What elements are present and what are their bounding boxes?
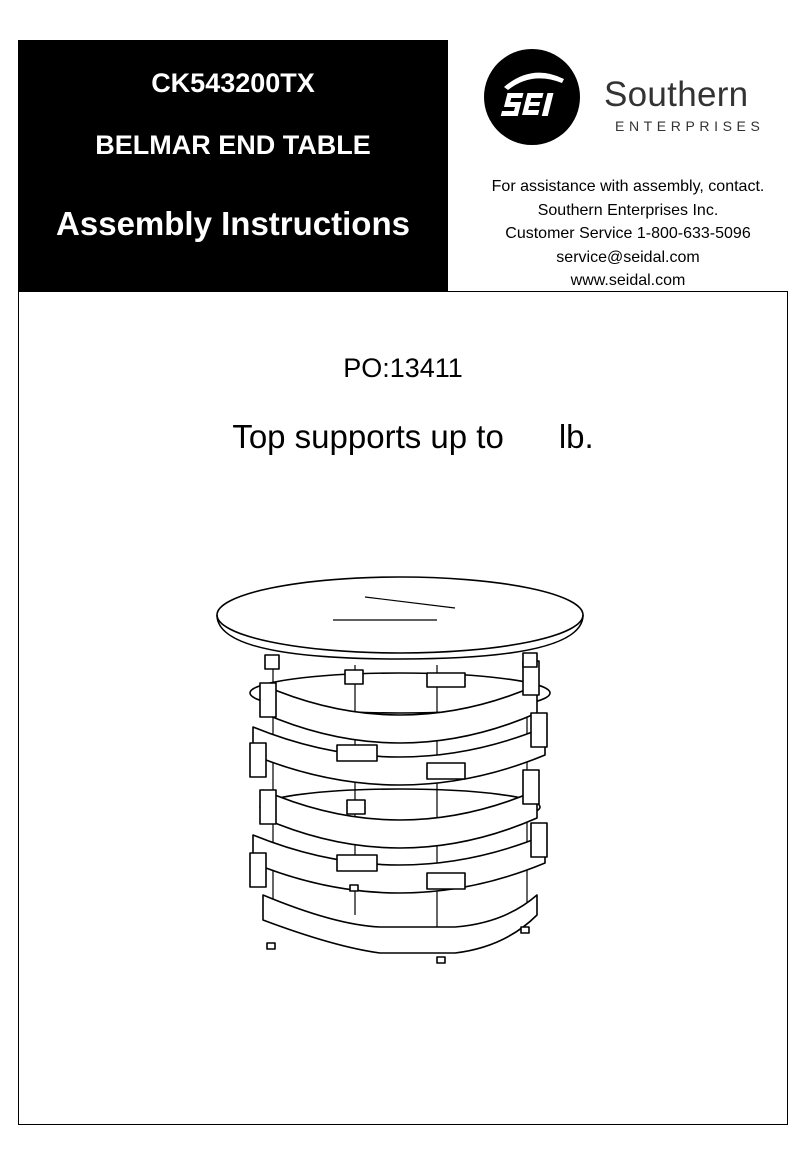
contact-website: www.seidal.com — [570, 272, 686, 289]
contact-phone: Customer Service 1-800-633-5096 — [505, 225, 751, 242]
po-number: PO:13411 — [343, 353, 463, 383]
sei-logo-icon — [484, 49, 580, 145]
brand-name: Southern — [604, 75, 749, 114]
product-name: BELMAR END TABLE — [95, 130, 371, 160]
contact-info — [468, 175, 788, 293]
brand-logo — [478, 49, 778, 149]
document-title: Assembly Instructions — [56, 205, 410, 242]
title-block — [18, 40, 448, 291]
contact-email: service@seidal.com — [556, 248, 700, 266]
brand-subtitle: ENTERPRISES — [615, 118, 765, 134]
sei-logo-mark-art — [484, 49, 580, 145]
end-table-illustration — [205, 575, 595, 975]
contact-line: For assistance with assembly, contact. — [491, 178, 765, 195]
model-number: CK543200TX — [151, 68, 315, 98]
contact-line: Southern Enterprises Inc. — [537, 201, 719, 219]
weight-capacity: Top supports up to lb. — [232, 418, 594, 455]
